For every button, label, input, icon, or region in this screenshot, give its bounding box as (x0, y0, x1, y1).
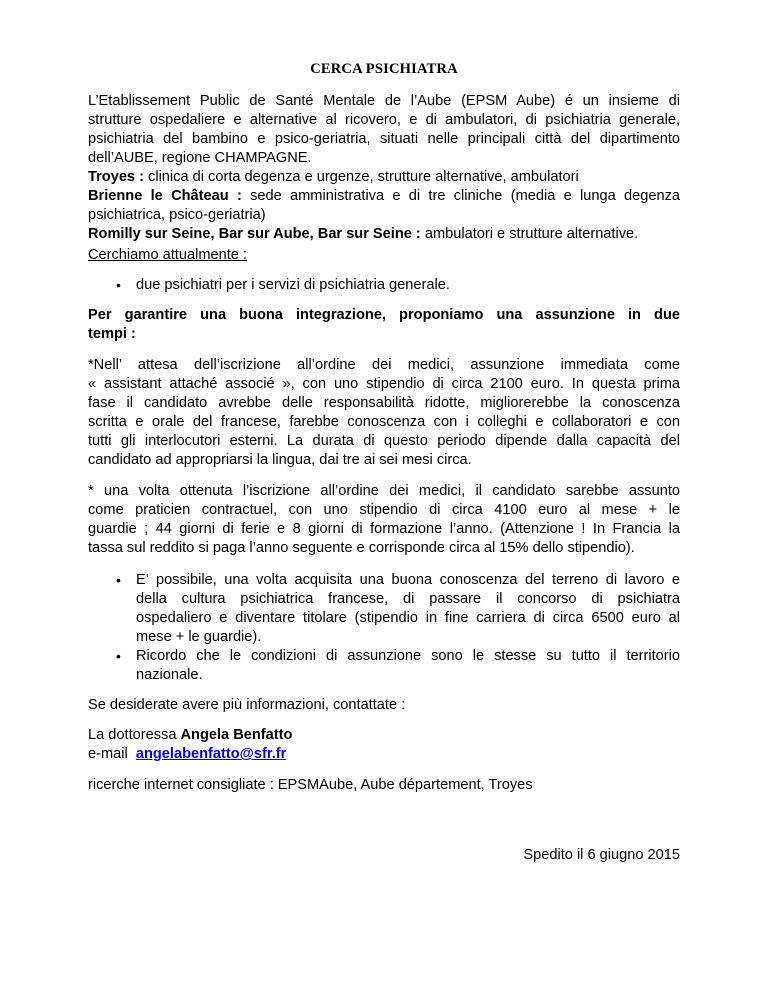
internet-searches: ricerche internet consigliate : EPSMAube, Aube département, Troyes (88, 777, 533, 793)
contact-block (88, 726, 680, 764)
bullet-icon: • (116, 648, 121, 664)
seeking-label: Cerchiamo attualmente : (88, 247, 247, 263)
intro-line: strutture ospedaliere e alternative al ricovero, e di ambulatori, di psichiatria generale, (88, 112, 680, 128)
seeking-item: due psichiatri per i servizi di psichiatria generale. (136, 277, 450, 293)
site-brienne: Brienne le Château : sede amministrativa e di tre cliniche (media e lunga degenza (88, 188, 680, 204)
page-title: CERCA PSICHIATRA (310, 61, 458, 77)
intro-line: dell’AUBE, regione CHAMPAGNE. (88, 150, 312, 166)
note-item: E’ possibile, una volta acquisita una buona conoscenza del terreno di lavoro e della cultura psichiatrica francese, di passare il concorso di psichiatra ospedaliero e diventare titolare (stipendio in fine carriera di circa 6500 euro al mese + le guardie). (136, 572, 680, 645)
intro-paragraph (88, 92, 680, 244)
phase1-paragraph: *Nell’ attesa dell’iscrizione all’ordine dei medici, assunzione immediata come « assistant attaché associé », con uno stipendio di circa 2100 euro. In questa prima fase il candidato avrebbe delle responsabilità ridotte, migliorerebbe la conoscenza scritta e orale del francese, farebbe conoscenza con i colleghi e collaboratori e con tutti gli interlocutori esterni. La durata di questo periodo dipende dalla capacità del candidato ad appropriarsi la lingua, dai tre ai sei mesi circa. (88, 357, 680, 468)
site-romilly: Romilly sur Seine, Bar sur Aube, Bar sur Seine : ambulatori e strutture alternative. (88, 226, 639, 242)
sent-date: Spedito il 6 giugno 2015 (523, 847, 680, 863)
contact-name: Angela Benfatto (180, 727, 293, 743)
contact-email-line: e-mail angelabenfatto@sfr.fr (88, 746, 287, 762)
phase2-paragraph: * una volta ottenuta l’iscrizione all’ordine dei medici, il candidato sarebbe assunto come praticien contractuel, con uno stipendio di circa 4100 euro al mese + le guardie ; 44 giorni di ferie e 8 giorni di formazione l’anno. (Attenzione ! In Francia la tassa sul reddito si paga l’anno seguente e corrisponde circa al 15% dello stipendio). (88, 483, 680, 556)
site-troyes: Troyes : clinica di corta degenza e urgenze, strutture alternative, ambulatori (88, 169, 579, 185)
intro-line: L’Etablissement Public de Santé Mentale de l’Aube (EPSM Aube) é un insieme di (88, 93, 680, 109)
integration-heading: Per garantire una buona integrazione, proponiamo una assunzione in due tempi : (88, 307, 680, 342)
contact-intro: Se desiderate avere più informazioni, contattate : (88, 697, 406, 713)
site-brienne-cont: psichiatrica, psico-geriatria) (88, 207, 266, 223)
bullet-icon: • (116, 277, 121, 293)
intro-line: psichiatria del bambino e psico-geriatria, situati nelle principali città del dipartimento (88, 131, 680, 147)
note-item: Ricordo che le condizioni di assunzione sono le stesse su tutto il territorio nazionale. (136, 648, 680, 683)
contact-name-line: La dottoressa Angela Benfatto (88, 727, 293, 743)
bullet-icon: • (116, 572, 121, 588)
email-link[interactable]: angelabenfatto@sfr.fr (135, 746, 287, 762)
